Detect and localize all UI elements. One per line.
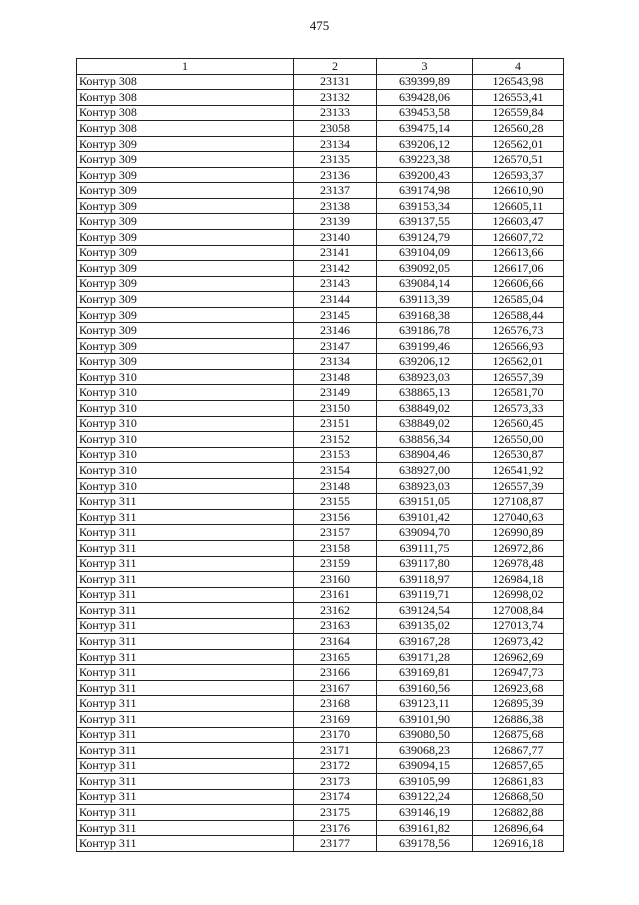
table-row bbox=[77, 758, 564, 774]
point-number-cell: 23138 bbox=[294, 198, 377, 214]
point-number-cell: 23139 bbox=[294, 214, 377, 230]
x-coordinate-cell: 638865,13 bbox=[377, 385, 473, 401]
y-coordinate-cell: 126605,11 bbox=[473, 198, 564, 214]
contour-cell: Контур 310 bbox=[77, 385, 294, 401]
x-coordinate-cell: 639171,28 bbox=[377, 649, 473, 665]
contour-cell: Контур 308 bbox=[77, 121, 294, 137]
x-coordinate-cell: 639146,19 bbox=[377, 805, 473, 821]
y-coordinate-cell: 126570,51 bbox=[473, 152, 564, 168]
contour-cell: Контур 309 bbox=[77, 292, 294, 308]
point-number-cell: 23144 bbox=[294, 292, 377, 308]
y-coordinate-cell: 126617,06 bbox=[473, 261, 564, 277]
table-row bbox=[77, 354, 564, 370]
table-body bbox=[77, 74, 564, 851]
y-coordinate-cell: 126978,48 bbox=[473, 556, 564, 572]
x-coordinate-cell: 639119,71 bbox=[377, 587, 473, 603]
x-coordinate-cell: 639169,81 bbox=[377, 665, 473, 681]
point-number-cell: 23156 bbox=[294, 509, 377, 525]
contour-cell: Контур 309 bbox=[77, 276, 294, 292]
x-coordinate-cell: 639124,79 bbox=[377, 230, 473, 246]
point-number-cell: 23145 bbox=[294, 307, 377, 323]
x-coordinate-cell: 639186,78 bbox=[377, 323, 473, 339]
point-number-cell: 23148 bbox=[294, 478, 377, 494]
table-row bbox=[77, 836, 564, 852]
y-coordinate-cell: 126560,45 bbox=[473, 416, 564, 432]
y-coordinate-cell: 126559,84 bbox=[473, 105, 564, 121]
x-coordinate-cell: 639105,99 bbox=[377, 774, 473, 790]
column-header: 2 bbox=[294, 59, 377, 75]
point-number-cell: 23146 bbox=[294, 323, 377, 339]
contour-cell: Контур 311 bbox=[77, 587, 294, 603]
point-number-cell: 23134 bbox=[294, 354, 377, 370]
point-number-cell: 23133 bbox=[294, 105, 377, 121]
y-coordinate-cell: 126588,44 bbox=[473, 307, 564, 323]
x-coordinate-cell: 639123,11 bbox=[377, 696, 473, 712]
x-coordinate-cell: 639475,14 bbox=[377, 121, 473, 137]
y-coordinate-cell: 126882,88 bbox=[473, 805, 564, 821]
point-number-cell: 23157 bbox=[294, 525, 377, 541]
contour-cell: Контур 309 bbox=[77, 245, 294, 261]
y-coordinate-cell: 126962,69 bbox=[473, 649, 564, 665]
y-coordinate-cell: 126610,90 bbox=[473, 183, 564, 199]
point-number-cell: 23171 bbox=[294, 743, 377, 759]
contour-cell: Контур 309 bbox=[77, 136, 294, 152]
y-coordinate-cell: 126553,41 bbox=[473, 90, 564, 106]
x-coordinate-cell: 639151,05 bbox=[377, 494, 473, 510]
x-coordinate-cell: 639135,02 bbox=[377, 618, 473, 634]
x-coordinate-cell: 639200,43 bbox=[377, 167, 473, 183]
table-row bbox=[77, 665, 564, 681]
x-coordinate-cell: 639101,90 bbox=[377, 711, 473, 727]
table-row bbox=[77, 805, 564, 821]
table-row bbox=[77, 447, 564, 463]
table-row bbox=[77, 90, 564, 106]
contour-cell: Контур 310 bbox=[77, 401, 294, 417]
y-coordinate-cell: 126593,37 bbox=[473, 167, 564, 183]
y-coordinate-cell: 126557,39 bbox=[473, 478, 564, 494]
y-coordinate-cell: 126613,66 bbox=[473, 245, 564, 261]
x-coordinate-cell: 639118,97 bbox=[377, 572, 473, 588]
y-coordinate-cell: 126557,39 bbox=[473, 369, 564, 385]
y-coordinate-cell: 126895,39 bbox=[473, 696, 564, 712]
y-coordinate-cell: 126573,33 bbox=[473, 401, 564, 417]
y-coordinate-cell: 126861,83 bbox=[473, 774, 564, 790]
point-number-cell: 23159 bbox=[294, 556, 377, 572]
x-coordinate-cell: 639122,24 bbox=[377, 789, 473, 805]
point-number-cell: 23137 bbox=[294, 183, 377, 199]
table-row bbox=[77, 369, 564, 385]
x-coordinate-cell: 638904,46 bbox=[377, 447, 473, 463]
contour-cell: Контур 311 bbox=[77, 758, 294, 774]
contour-cell: Контур 311 bbox=[77, 540, 294, 556]
x-coordinate-cell: 638923,03 bbox=[377, 369, 473, 385]
x-coordinate-cell: 639174,98 bbox=[377, 183, 473, 199]
contour-cell: Контур 311 bbox=[77, 525, 294, 541]
y-coordinate-cell: 126973,42 bbox=[473, 634, 564, 650]
table-row bbox=[77, 385, 564, 401]
point-number-cell: 23153 bbox=[294, 447, 377, 463]
contour-cell: Контур 308 bbox=[77, 90, 294, 106]
contour-cell: Контур 311 bbox=[77, 634, 294, 650]
y-coordinate-cell: 127040,63 bbox=[473, 509, 564, 525]
y-coordinate-cell: 126886,38 bbox=[473, 711, 564, 727]
table-row bbox=[77, 136, 564, 152]
contour-cell: Контур 309 bbox=[77, 214, 294, 230]
contour-cell: Контур 309 bbox=[77, 354, 294, 370]
y-coordinate-cell: 126566,93 bbox=[473, 338, 564, 354]
y-coordinate-cell: 126541,92 bbox=[473, 463, 564, 479]
contour-cell: Контур 311 bbox=[77, 774, 294, 790]
point-number-cell: 23177 bbox=[294, 836, 377, 852]
y-coordinate-cell: 127108,87 bbox=[473, 494, 564, 510]
contour-cell: Контур 311 bbox=[77, 680, 294, 696]
contour-cell: Контур 309 bbox=[77, 230, 294, 246]
contour-cell: Контур 308 bbox=[77, 105, 294, 121]
y-coordinate-cell: 126947,73 bbox=[473, 665, 564, 681]
x-coordinate-cell: 639153,34 bbox=[377, 198, 473, 214]
y-coordinate-cell: 126896,64 bbox=[473, 820, 564, 836]
column-header: 3 bbox=[377, 59, 473, 75]
x-coordinate-cell: 639113,39 bbox=[377, 292, 473, 308]
table-row bbox=[77, 525, 564, 541]
table-row bbox=[77, 121, 564, 137]
x-coordinate-cell: 639137,55 bbox=[377, 214, 473, 230]
x-coordinate-cell: 639104,09 bbox=[377, 245, 473, 261]
table-row bbox=[77, 432, 564, 448]
contour-cell: Контур 310 bbox=[77, 369, 294, 385]
table-row bbox=[77, 572, 564, 588]
contour-cell: Контур 309 bbox=[77, 323, 294, 339]
table-row bbox=[77, 463, 564, 479]
point-number-cell: 23058 bbox=[294, 121, 377, 137]
table-row bbox=[77, 696, 564, 712]
y-coordinate-cell: 126867,77 bbox=[473, 743, 564, 759]
contour-cell: Контур 309 bbox=[77, 152, 294, 168]
x-coordinate-cell: 639223,38 bbox=[377, 152, 473, 168]
contour-cell: Контур 310 bbox=[77, 478, 294, 494]
contour-cell: Контур 309 bbox=[77, 183, 294, 199]
table-row bbox=[77, 416, 564, 432]
contour-cell: Контур 309 bbox=[77, 338, 294, 354]
y-coordinate-cell: 126607,72 bbox=[473, 230, 564, 246]
y-coordinate-cell: 126530,87 bbox=[473, 447, 564, 463]
contour-cell: Контур 309 bbox=[77, 307, 294, 323]
contour-cell: Контур 311 bbox=[77, 509, 294, 525]
y-coordinate-cell: 126560,28 bbox=[473, 121, 564, 137]
y-coordinate-cell: 126868,50 bbox=[473, 789, 564, 805]
point-number-cell: 23160 bbox=[294, 572, 377, 588]
y-coordinate-cell: 126606,66 bbox=[473, 276, 564, 292]
y-coordinate-cell: 126550,00 bbox=[473, 432, 564, 448]
point-number-cell: 23163 bbox=[294, 618, 377, 634]
contour-cell: Контур 310 bbox=[77, 416, 294, 432]
table-row bbox=[77, 183, 564, 199]
table-row bbox=[77, 338, 564, 354]
table-row bbox=[77, 323, 564, 339]
contour-cell: Контур 311 bbox=[77, 805, 294, 821]
point-number-cell: 23141 bbox=[294, 245, 377, 261]
point-number-cell: 23167 bbox=[294, 680, 377, 696]
point-number-cell: 23152 bbox=[294, 432, 377, 448]
table-row bbox=[77, 152, 564, 168]
column-header: 1 bbox=[77, 59, 294, 75]
point-number-cell: 23151 bbox=[294, 416, 377, 432]
y-coordinate-cell: 126562,01 bbox=[473, 354, 564, 370]
point-number-cell: 23175 bbox=[294, 805, 377, 821]
contour-cell: Контур 311 bbox=[77, 789, 294, 805]
column-header: 4 bbox=[473, 59, 564, 75]
table-row bbox=[77, 603, 564, 619]
point-number-cell: 23140 bbox=[294, 230, 377, 246]
contour-cell: Контур 310 bbox=[77, 463, 294, 479]
y-coordinate-cell: 126916,18 bbox=[473, 836, 564, 852]
x-coordinate-cell: 639084,14 bbox=[377, 276, 473, 292]
point-number-cell: 23154 bbox=[294, 463, 377, 479]
table-row bbox=[77, 680, 564, 696]
point-number-cell: 23158 bbox=[294, 540, 377, 556]
y-coordinate-cell: 127008,84 bbox=[473, 603, 564, 619]
y-coordinate-cell: 126972,86 bbox=[473, 540, 564, 556]
page-number: 475 bbox=[309, 18, 330, 33]
y-coordinate-cell: 126857,65 bbox=[473, 758, 564, 774]
point-number-cell: 23135 bbox=[294, 152, 377, 168]
contour-cell: Контур 311 bbox=[77, 572, 294, 588]
point-number-cell: 23174 bbox=[294, 789, 377, 805]
y-coordinate-cell: 126581,70 bbox=[473, 385, 564, 401]
x-coordinate-cell: 639092,05 bbox=[377, 261, 473, 277]
x-coordinate-cell: 639161,82 bbox=[377, 820, 473, 836]
table-row bbox=[77, 198, 564, 214]
table-row bbox=[77, 230, 564, 246]
point-number-cell: 23169 bbox=[294, 711, 377, 727]
contour-cell: Контур 311 bbox=[77, 727, 294, 743]
x-coordinate-cell: 639399,89 bbox=[377, 74, 473, 90]
contour-cell: Контур 308 bbox=[77, 74, 294, 90]
x-coordinate-cell: 638923,03 bbox=[377, 478, 473, 494]
y-coordinate-cell: 126576,73 bbox=[473, 323, 564, 339]
table-row bbox=[77, 509, 564, 525]
point-number-cell: 23162 bbox=[294, 603, 377, 619]
point-number-cell: 23164 bbox=[294, 634, 377, 650]
table-row bbox=[77, 401, 564, 417]
x-coordinate-cell: 639094,15 bbox=[377, 758, 473, 774]
point-number-cell: 23148 bbox=[294, 369, 377, 385]
y-coordinate-cell: 126998,02 bbox=[473, 587, 564, 603]
contour-cell: Контур 311 bbox=[77, 820, 294, 836]
table-row bbox=[77, 649, 564, 665]
x-coordinate-cell: 639068,23 bbox=[377, 743, 473, 759]
y-coordinate-cell: 126603,47 bbox=[473, 214, 564, 230]
contour-cell: Контур 311 bbox=[77, 836, 294, 852]
point-number-cell: 23166 bbox=[294, 665, 377, 681]
table-row bbox=[77, 74, 564, 90]
x-coordinate-cell: 639094,70 bbox=[377, 525, 473, 541]
point-number-cell: 23142 bbox=[294, 261, 377, 277]
point-number-cell: 23150 bbox=[294, 401, 377, 417]
x-coordinate-cell: 639428,06 bbox=[377, 90, 473, 106]
x-coordinate-cell: 639206,12 bbox=[377, 136, 473, 152]
contour-cell: Контур 311 bbox=[77, 556, 294, 572]
y-coordinate-cell: 127013,74 bbox=[473, 618, 564, 634]
x-coordinate-cell: 639199,46 bbox=[377, 338, 473, 354]
table-row bbox=[77, 789, 564, 805]
table-row bbox=[77, 307, 564, 323]
table-row bbox=[77, 276, 564, 292]
point-number-cell: 23176 bbox=[294, 820, 377, 836]
y-coordinate-cell: 126923,68 bbox=[473, 680, 564, 696]
contour-cell: Контур 311 bbox=[77, 618, 294, 634]
point-number-cell: 23147 bbox=[294, 338, 377, 354]
point-number-cell: 23131 bbox=[294, 74, 377, 90]
table-row bbox=[77, 494, 564, 510]
contour-cell: Контур 309 bbox=[77, 198, 294, 214]
x-coordinate-cell: 639080,50 bbox=[377, 727, 473, 743]
y-coordinate-cell: 126543,98 bbox=[473, 74, 564, 90]
x-coordinate-cell: 638856,34 bbox=[377, 432, 473, 448]
x-coordinate-cell: 638927,00 bbox=[377, 463, 473, 479]
x-coordinate-cell: 638849,02 bbox=[377, 401, 473, 417]
point-number-cell: 23143 bbox=[294, 276, 377, 292]
y-coordinate-cell: 126562,01 bbox=[473, 136, 564, 152]
point-number-cell: 23168 bbox=[294, 696, 377, 712]
point-number-cell: 23136 bbox=[294, 167, 377, 183]
point-number-cell: 23132 bbox=[294, 90, 377, 106]
contour-cell: Контур 311 bbox=[77, 603, 294, 619]
table-row bbox=[77, 556, 564, 572]
y-coordinate-cell: 126990,89 bbox=[473, 525, 564, 541]
table-row bbox=[77, 743, 564, 759]
x-coordinate-cell: 639124,54 bbox=[377, 603, 473, 619]
point-number-cell: 23173 bbox=[294, 774, 377, 790]
contour-cell: Контур 311 bbox=[77, 696, 294, 712]
y-coordinate-cell: 126585,04 bbox=[473, 292, 564, 308]
table-header-row bbox=[77, 59, 564, 75]
contour-cell: Контур 309 bbox=[77, 167, 294, 183]
point-number-cell: 23161 bbox=[294, 587, 377, 603]
table-row bbox=[77, 727, 564, 743]
contour-cell: Контур 310 bbox=[77, 447, 294, 463]
x-coordinate-cell: 639160,56 bbox=[377, 680, 473, 696]
table-row bbox=[77, 167, 564, 183]
x-coordinate-cell: 639167,28 bbox=[377, 634, 473, 650]
contour-cell: Контур 311 bbox=[77, 743, 294, 759]
point-number-cell: 23149 bbox=[294, 385, 377, 401]
contour-cell: Контур 311 bbox=[77, 711, 294, 727]
point-number-cell: 23172 bbox=[294, 758, 377, 774]
x-coordinate-cell: 639168,38 bbox=[377, 307, 473, 323]
x-coordinate-cell: 639178,56 bbox=[377, 836, 473, 852]
table-row bbox=[77, 711, 564, 727]
contour-cell: Контур 311 bbox=[77, 649, 294, 665]
table-row bbox=[77, 478, 564, 494]
table-row bbox=[77, 540, 564, 556]
table-row bbox=[77, 618, 564, 634]
coordinates-table bbox=[76, 58, 564, 852]
contour-cell: Контур 310 bbox=[77, 432, 294, 448]
point-number-cell: 23170 bbox=[294, 727, 377, 743]
x-coordinate-cell: 639111,75 bbox=[377, 540, 473, 556]
y-coordinate-cell: 126875,68 bbox=[473, 727, 564, 743]
table-row bbox=[77, 634, 564, 650]
table-row bbox=[77, 587, 564, 603]
table-row bbox=[77, 774, 564, 790]
table-row bbox=[77, 245, 564, 261]
table-row bbox=[77, 292, 564, 308]
contour-cell: Контур 309 bbox=[77, 261, 294, 277]
y-coordinate-cell: 126984,18 bbox=[473, 572, 564, 588]
contour-cell: Контур 311 bbox=[77, 665, 294, 681]
table-row bbox=[77, 261, 564, 277]
x-coordinate-cell: 639206,12 bbox=[377, 354, 473, 370]
contour-cell: Контур 311 bbox=[77, 494, 294, 510]
x-coordinate-cell: 638849,02 bbox=[377, 416, 473, 432]
x-coordinate-cell: 639453,58 bbox=[377, 105, 473, 121]
x-coordinate-cell: 639101,42 bbox=[377, 509, 473, 525]
x-coordinate-cell: 639117,80 bbox=[377, 556, 473, 572]
point-number-cell: 23155 bbox=[294, 494, 377, 510]
table-row bbox=[77, 105, 564, 121]
point-number-cell: 23134 bbox=[294, 136, 377, 152]
table-row bbox=[77, 820, 564, 836]
point-number-cell: 23165 bbox=[294, 649, 377, 665]
table-row bbox=[77, 214, 564, 230]
